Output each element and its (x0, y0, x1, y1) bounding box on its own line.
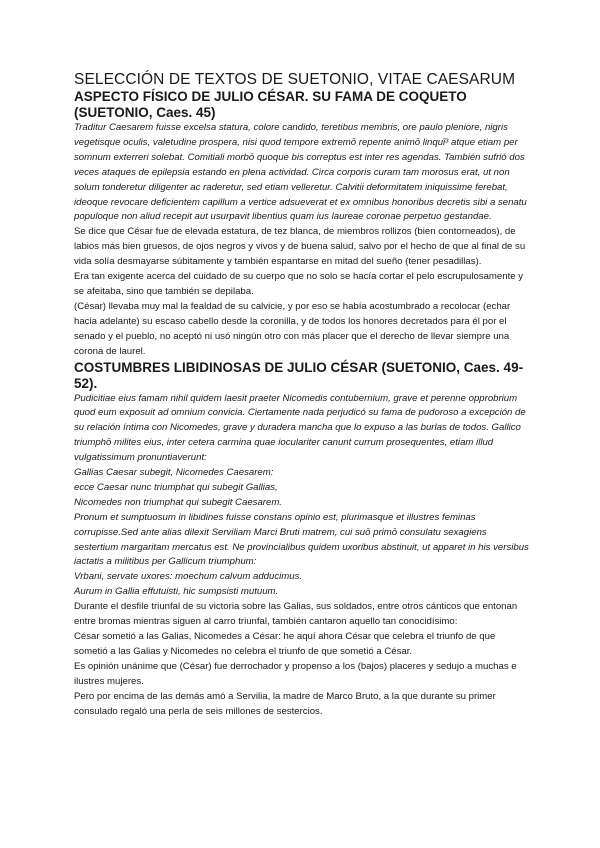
section-2-translation-para: Pero por encima de las demás amó a Servilia, la madre de Marco Bruto, a la que durante su primer consulado regaló una perla de seis millones de sestercios. (74, 690, 496, 717)
verse-line: Vrbani, servate uxores: moechum calvum adducimus. (74, 571, 303, 583)
verse-line: ecce Caesar nunc triumphat qui subegit Gallias, (74, 481, 278, 493)
section-2-translation-para: César sometió a las Galias, Nicomedes a César: he aquí ahora César que celebra el triunfo de que sometió a las Galias y Nicomedes no celebra el triunfo de que sometió a César. (74, 631, 496, 657)
section-2-heading: COSTUMBRES LIBIDINOSAS DE JULIO CÉSAR (SUETONIO, Caes. 49-52). (74, 359, 524, 391)
section-1-translation-para: Se dice que César fue de elevada estatura, de tez blanca, de miembros rollizos (bien contorneados), de labios más bien gruesos, de ojos negros y vivos y de buena salud, salvo por el hecho de que al final de su vida solía desmayarse súbitamente y también espantarse en mitad del sueño (tener pesadillas). (74, 226, 526, 268)
section-1-heading: ASPECTO FÍSICO DE JULIO CÉSAR. SU FAMA DE COQUETO (SUETONIO, Caes. 45) (74, 89, 467, 120)
document-page (74, 70, 530, 719)
section-2-latin-intro: Pudicitiae eius famam nihil quidem laesit praeter Nicomedis contubernium, grave et perenne opprobrium quod eum exposuit ad omnium convicia. Ciertamente nada perjudicó su fama de pudoroso a excepción de su relación íntima con Nicomedes, grave y duradera mancha que lo expuso a las burlas de todos. Gallico triumphō milites eius, inter cetera carmina quae ioculariter canunt currum prosequentes, etiam illud vulgatissimum pronuntiaverunt: (74, 392, 526, 464)
section-2-translation-para: Es opinión unánime que (César) fue derrochador y propenso a los (bajos) placeres y sedujo a muchas e ilustres mujeres. (74, 660, 517, 687)
document-title: SELECCIÓN DE TEXTOS DE SUETONIO, VITAE CAESARUM (74, 71, 516, 88)
verse-line: Aurum in Gallia effutuisti, hic sumpsisti mutuum. (74, 586, 279, 598)
section-2-latin-more: Pronum et sumptuosum in libidines fuisse constans opinio est, plurimasque et illustres feminas corrupisse.Sed ante alias dilexit Serviliam Marci Bruti matrem, cui suō primō consulatu sexagiens sestertium margaritam mercatus est. Ne provincialibus quidem uxoribus abstinuit, ut apparet in his versibus iactatis a militibus per Gallicum triumphum: (74, 511, 529, 568)
section-1-translation-para: Era tan exigente acerca del cuidado de su cuerpo que no solo se hacía cortar el pelo escrupulosamente y se afeitaba, sino que también se depilaba. (74, 271, 524, 297)
verse-line: Gallias Caesar subegit, Nicomedes Caesarem: (74, 467, 274, 479)
section-2-translation-para: Durante el desfile triunfal de su victoria sobre las Galias, sus soldados, entre otros cánticos que entonan entre bromas mientras siguen al carro triunfal, también cantaron aquello tan conocidísimo: (74, 601, 518, 628)
verse-line: Nicomedes non triumphat qui subegit Caesarem. (74, 496, 282, 508)
section-1-translation-para: (César) llevaba muy mal la fealdad de su calvicie, y por eso se había acostumbrado a recolocar (echar hacia adelante) su escaso cabello desde la coronilla, y de todos los honores decretados para él por el senado y el pueblo, no aceptó ni usó ningún otro con más placer que el derecho de llevar siempre una corona de laurel. (74, 300, 511, 357)
section-1-latin-text: Traditur Caesarem fuisse excelsa statura, colore candido, teretibus membris, ore paulo pleniore, nigris vegetisque oculis, valetudine prospera, nisi quod tempore extremō repente animō linquī³ atque etiam per somnum exterreri solebat. Comitiali morbō quoque bis correptus est inter res agendas. También sufrió dos veces ataques de epilepsia estando en plena actividad. Circa corporis curam tam morosus erat, ut non solum tonderetur diligenter ac raderetur, sed etiam velleretur. Calvitii deformitatem iniquissime ferebat, ideoque revocare deficientem capillum a vertice adsueverat et ex omnibus honoribus decretis sibi a senatu populoque non aliud recepit aut usurpavit libentius quam ius laureae coronae perpetuo gestandae. (74, 122, 527, 223)
